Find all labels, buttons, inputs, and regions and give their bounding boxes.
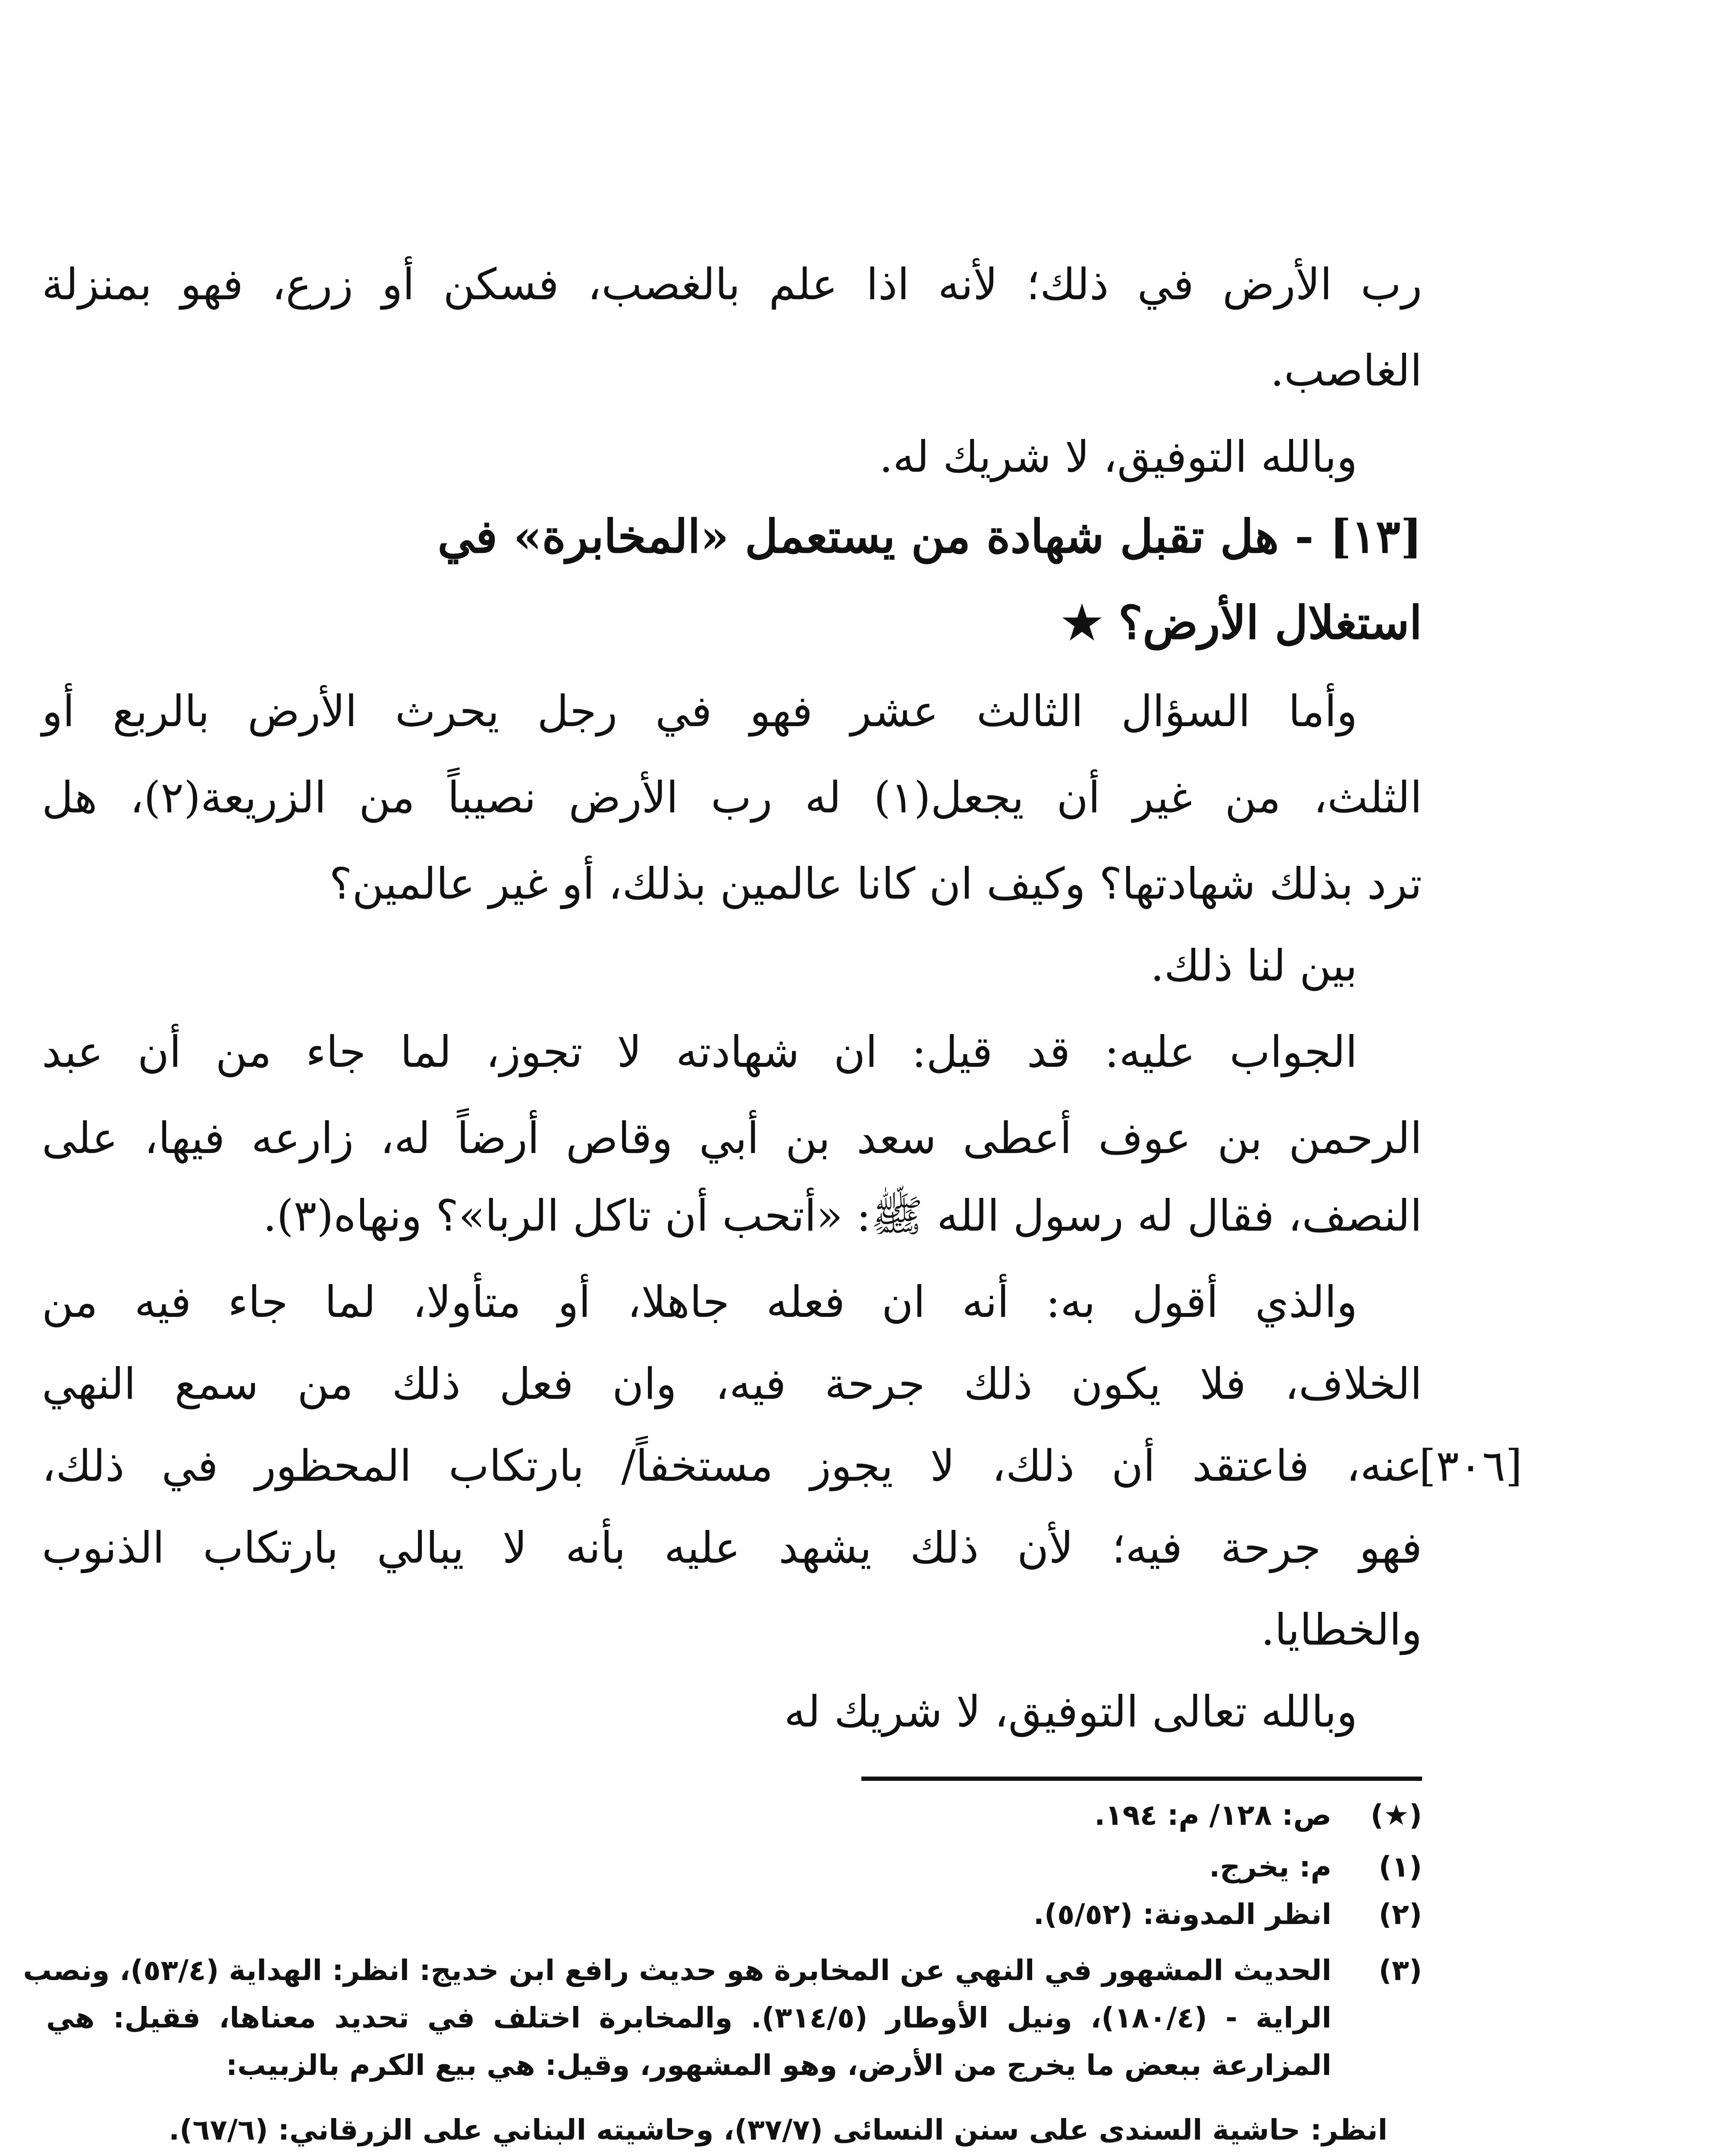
opinion-line-2: الخلاف، فلا يكون ذلك جرحة فيه، وان فعل ذلك من سمع النهي	[42, 1359, 1422, 1409]
footnote-1: م: يخرج.	[1209, 1850, 1331, 1883]
answer-line-1: الجواب عليه: قد قيل: ان شهادته لا تجوز، لما جاء من أن عبد	[42, 1027, 1357, 1077]
footnote-mark-3: (٣)	[1379, 1954, 1422, 1987]
opinion-line-4: فهو جرحة فيه؛ لأن ذلك يشهد عليه بأنه لا يبالي بارتكاب الذنوب	[42, 1523, 1422, 1573]
opinion-line-5: والخطايا.	[1261, 1604, 1422, 1655]
section-heading-continued: استغلال الأرض؟ ★	[1061, 595, 1422, 649]
question-line-2: الثلث، من غير أن يجعل(١) له رب الأرض نصيباً من الزريعة(٢)، هل	[42, 772, 1423, 823]
body-line-1: رب الأرض في ذلك؛ لأنه اذا علم بالغصب، فسكن أو زرع، فهو بمنزلة	[42, 259, 1422, 310]
footnote-mark-star: (★)	[1370, 1799, 1422, 1832]
section-heading: [١٣] - هل تقبل شهادة من يستعمل «المخابرة» في	[437, 509, 1422, 563]
question-line-4: بين لنا ذلك.	[1150, 940, 1357, 991]
opinion-line-3: عنه، فاعتقد أن ذلك، لا يجوز مستخفاً/ بارتكاب المحظور في ذلك،	[42, 1441, 1422, 1491]
question-line-3: ترد بذلك شهادتها؟ وكيف ان كانا عالمين بذلك، أو غير عالمين؟	[329, 859, 1422, 909]
final-formula: وبالله تعالى التوفيق، لا شريك له	[784, 1686, 1357, 1737]
footnote-2: انظر المدونة: (٥/٥٢).	[1033, 1898, 1331, 1931]
closing-formula: وبالله التوفيق، لا شريك له.	[879, 432, 1357, 482]
footnote-star: ص: ١٢٨/ م: ١٩٤.	[1094, 1799, 1331, 1832]
footnote-separator	[861, 1777, 1422, 1781]
footnote-3-line-2: الراية - (١٨٠/٤)، ونيل الأوطار (٣١٤/٥). والمخابرة اختلف في تحديد معناها، فقيل: هي	[46, 2001, 1332, 2034]
opinion-line-1: والذي أقول به: أنه ان فعله جاهلا، أو متأولا، لما جاء فيه من	[42, 1277, 1357, 1327]
answer-line-3: النصف، فقال له رسول الله ﷺ: «أتحب أن تاكل الربا»؟ ونهاه(٣).	[263, 1191, 1422, 1241]
margin-page-reference: [٣٠٦]	[1419, 1441, 1523, 1491]
footnote-mark-2: (٢)	[1379, 1898, 1422, 1931]
question-line-1: وأما السؤال الثالث عشر فهو في رجل يحرث الأرض بالربع أو	[42, 686, 1357, 736]
body-line-2: الغاصب.	[1270, 345, 1422, 396]
footnote-3-line-4: انظر: حاشية السندى على سنن النسائى (٣٧/٧)، وحاشيته البناني على الزرقاني: (٦٧/٦).	[169, 2113, 1388, 2147]
footnote-3-line-3: المزارعة ببعض ما يخرج من الأرض، وهو المشهور، وقيل: هي بيع الكرم بالزبيب:	[226, 2049, 1331, 2082]
footnote-3-line-1: الحديث المشهور في النهي عن المخابرة هو حديث رافع ابن خديج: انظر: الهداية (٥٣/٤)، ونصب	[23, 1954, 1331, 1987]
answer-line-2: الرحمن بن عوف أعطى سعد بن أبي وقاص أرضاً له، زارعه فيها، على	[42, 1113, 1422, 1163]
footnote-mark-1: (١)	[1379, 1850, 1422, 1883]
